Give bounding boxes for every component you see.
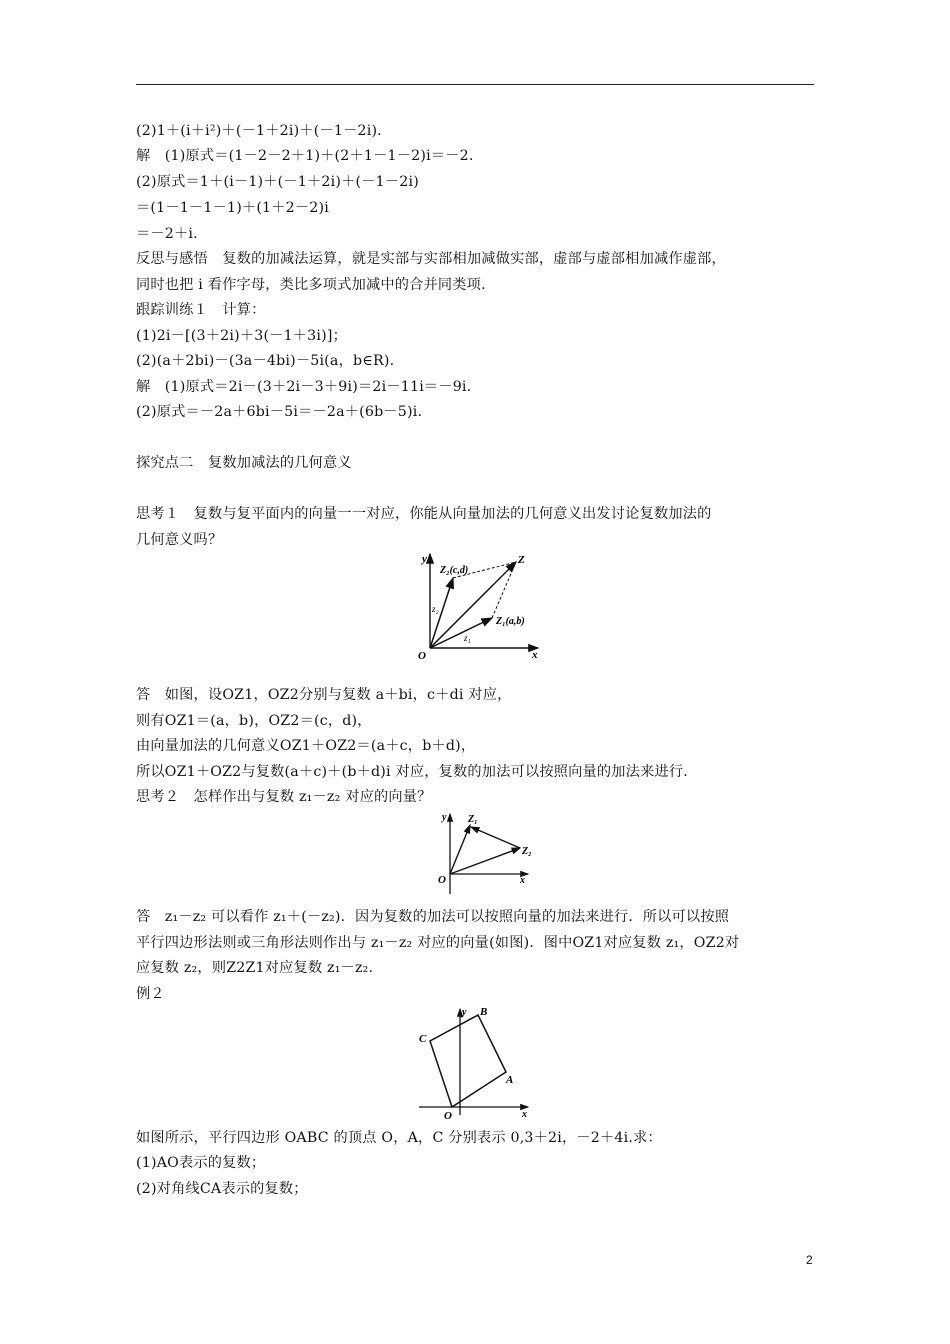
axis-label-x: x [522,1109,527,1120]
section-heading: 探究点二 复数加减法的几何意义 [136,455,352,471]
page-number: 2 [806,1253,813,1267]
axis-label-x: x [532,649,538,661]
text-line: (2)原式＝－2a＋6bi－5i＝－2a＋(6b－5)i. [136,404,423,420]
point-label-z1: Z₁(a,b) [496,616,525,627]
axis-label-y: y [422,553,427,565]
text-line: (2)对角线CA表示的复数； [136,1181,308,1197]
header-rule [136,84,814,85]
text-line: 如图所示，平行四边形 OABC 的顶点 O，A，C 分别表示 0,3＋2i，－2＋4i.求： [136,1130,662,1146]
point-label-z2: Z₂(c,d) [440,565,469,576]
text-line: 思考２ 怎样作出与复数 z₁－z₂ 对应的向量？ [136,789,432,805]
text-line: 思考１ 复数与复平面内的向量一一对应，你能从向量加法的几何意义出发讨论复数加法的 [136,506,712,522]
text-line: ＝－2＋i. [136,226,198,242]
vertex-label-c: C [419,1033,427,1045]
point-label-z2: Z₂ [522,846,532,857]
vertex-label-a: A [506,1074,514,1086]
origin-label: O [438,874,446,886]
text-line: (1)AO表示的复数； [136,1155,266,1171]
text-line: 答 如图，设OZ1，OZ2分别与复数 a＋bi，c＋di 对应， [136,687,512,703]
text-line: 反思与感悟 复数的加减法运算，就是实部与实部相加减做实部，虚部与虚部相加减作虚部， [136,251,726,267]
axis-label-x: x [520,875,525,886]
origin-label: O [418,650,426,662]
text-line: 跟踪训练１ 计算： [136,302,266,318]
point-label-z: Z [518,554,525,566]
vertex-label-b: B [480,1006,488,1018]
text-line: 答 z₁－z₂ 可以看作 z₁＋(－z₂)．因为复数的加法可以按照向量的加法来进行．所以可以按照 [136,909,730,925]
text-line: 解 (1)原式＝2i－(3＋2i－3＋9i)＝2i－11i＝－9i. [136,379,472,395]
text-line: 几何意义吗？ [136,532,223,548]
origin-label: O [444,1110,452,1121]
figure-parallelogram [414,1003,540,1121]
example-label: 例２ [136,986,165,1002]
text-line: (2)1＋(i＋i²)＋(－1＋2i)＋(－1－2i)． [136,123,392,139]
text-line: 由向量加法的几何意义OZ1＋OZ2＝(a＋c，b＋d)， [136,738,476,754]
text-line: (2)(a＋2bi)－(3a－4bi)－5i(a，b∈R). [136,353,395,369]
text-line: 同时也把 i 看作字母，类比多项式加减中的合并同类项. [136,277,486,293]
text-line: ＝(1－1－1－1)＋(1＋2－2)i [136,200,329,216]
text-line: (1)2i－[(3＋2i)＋3(－1＋3i)]； [136,328,348,344]
text-line: (2)原式＝1＋(i－1)＋(－1＋2i)＋(－1－2i) [136,174,419,190]
text-line: 则有OZ1＝(a，b)，OZ2＝(c，d)， [136,713,372,729]
text-line: 应复数 z₂，则Z2Z1对应复数 z₁－z₂. [136,960,374,976]
vector-label-z2: z₂ [432,604,439,614]
figure-vector-addition [408,548,548,664]
vector-label-z1: z₁ [464,633,471,643]
axis-label-y: y [442,812,447,823]
figure-vector-subtraction [422,808,542,900]
text-line: 所以OZ1＋OZ2与复数(a＋c)＋(b＋d)i 对应，复数的加法可以按照向量的加法来进行. [136,764,688,780]
text-line: 平行四边形法则或三角形法则作出与 z₁－z₂ 对应的向量(如图)．图中OZ1对应复数 z₁，OZ2对 [136,935,740,951]
text-line: 解 (1)原式＝(1－2－2＋1)＋(2＋1－1－2)i＝－2. [136,148,474,164]
axis-label-y: y [462,1007,467,1018]
point-label-z1: Z₁ [468,814,478,825]
